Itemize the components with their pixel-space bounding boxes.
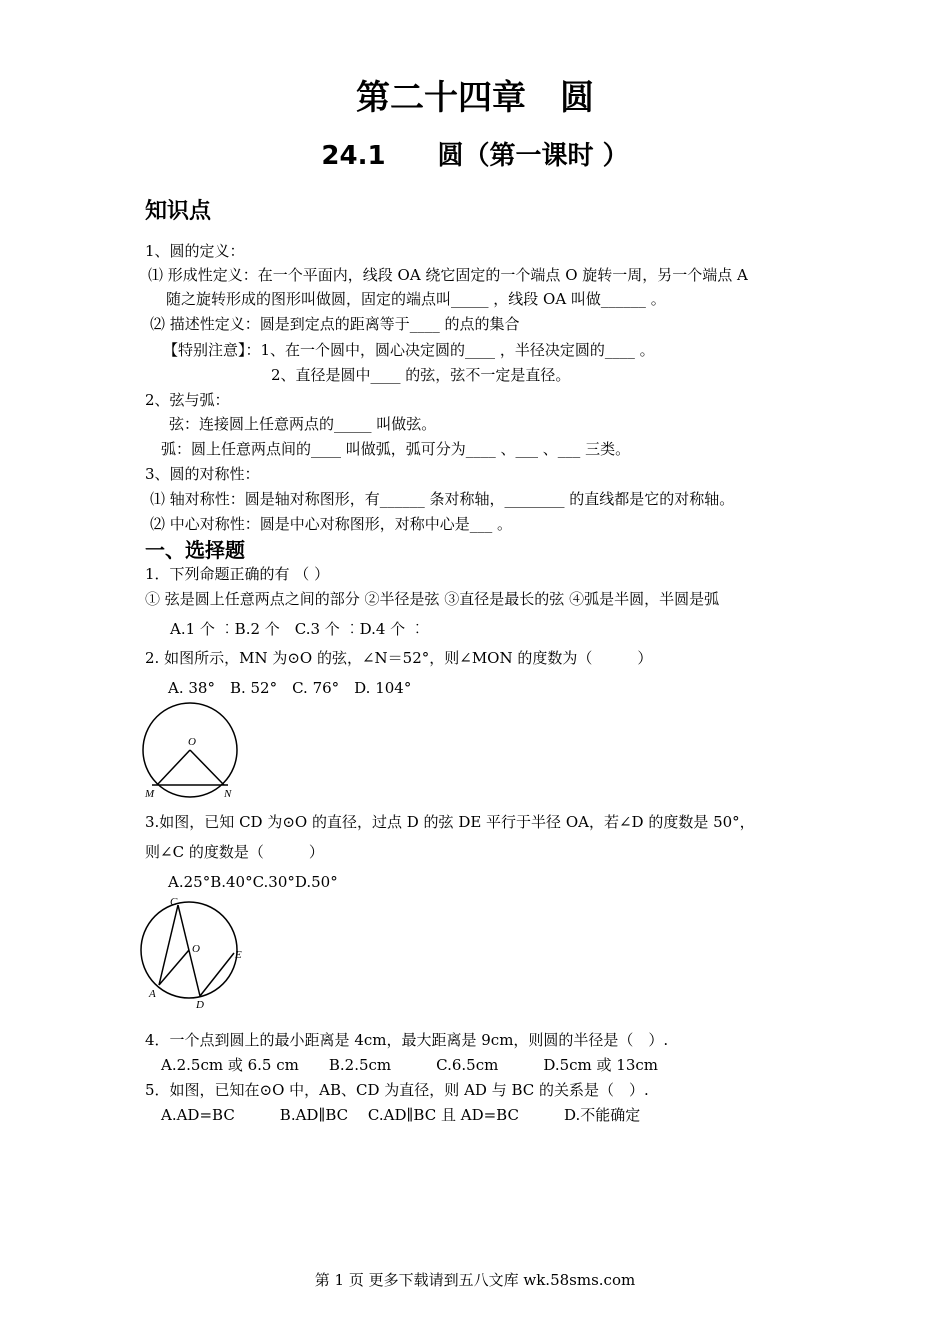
section-title: 24.1 圆（第一课时 ） — [321, 141, 629, 171]
q3-label-d: D — [196, 999, 204, 1010]
k1a-text: ⑴ 形成性定义：在一个平面内，线段 OA 绕它固定的一个端点 O 旋转一周，另一个端点 A — [148, 266, 748, 284]
chapter-title: 第二十四章 圆 — [356, 78, 594, 118]
q2-radius-on — [190, 750, 224, 785]
q4-stem: 4．一个点到圆上的最小距离是 4cm，最大距离是 9cm，则圆的半径是（ ）. — [145, 1031, 669, 1049]
k1b-text: 随之旋转形成的图形叫做圆，固定的端点叫_____ ，线段 OA 叫做______ 。 — [166, 290, 666, 308]
q5-options: A.AD=BC B.AD∥BC C.AD∥BC 且 AD=BC D.不能确定 — [161, 1106, 641, 1124]
k3b-text: ⑵ 中心对称性：圆是中心对称图形，对称中心是___ 。 — [150, 515, 513, 533]
q2-options: A. 38° B. 52° C. 76° D. 104° — [168, 679, 412, 697]
k2-text: 2、弦与弧： — [145, 391, 230, 409]
q3-label-e: E — [235, 949, 242, 961]
q2-radius-om — [157, 750, 190, 785]
q2-label-o: O — [188, 736, 196, 748]
q2-label-n: N — [224, 788, 232, 800]
k2b-text: 弧：圆上任意两点间的____ 叫做弧，弧可分为____ 、___ 、___ 三类。 — [161, 440, 631, 458]
q2-circle-figure — [138, 700, 248, 810]
q1-stem: 1．下列命题正确的有 （ ） — [145, 565, 330, 583]
q3-stem-line1: 3.如图，已知 CD 为⊙O 的直径，过点 D 的弦 DE 平行于半径 OA，若∠D 的度数是 50°， — [145, 813, 755, 831]
q3-circle-figure — [138, 895, 248, 1010]
k3a-text: ⑴ 轴对称性：圆是轴对称图形，有______ 条对称轴，________ 的直线都是它的对称轴。 — [150, 490, 735, 508]
k1e-text: 2、直径是圆中____ 的弦，弦不一定是直径。 — [271, 366, 571, 384]
mc-heading: 一、选择题 — [145, 538, 245, 562]
k1c-text: ⑵ 描述性定义：圆是到定点的距离等于____ 的点的集合 — [150, 315, 520, 333]
page-footer: 第 1 页 更多下载请到五八文库 wk.58sms.com — [314, 1271, 636, 1289]
q5-stem: 5．如图，已知在⊙O 中，AB、CD 为直径，则 AD 与 BC 的关系是（ ）. — [145, 1081, 649, 1099]
q3-label-a: A — [149, 988, 156, 1000]
q3-label-c: C — [170, 896, 178, 908]
q1-items: ① 弦是圆上任意两点之间的部分 ②半径是弦 ③直径是最长的弦 ④弧是半圆，半圆是弧 — [145, 590, 720, 608]
k2a-text: 弦：连接圆上任意两点的_____ 叫做弦。 — [169, 415, 437, 433]
q3-stem-line2: 则∠C 的度数是（ ） — [145, 843, 324, 861]
k1-text: 1、圆的定义： — [145, 242, 245, 260]
knowledge-heading: 知识点 — [145, 199, 212, 224]
k1d-text: 【特别注意】：1、在一个圆中，圆心决定圆的____ ，半径决定圆的____ 。 — [163, 341, 655, 359]
q2-label-m: M — [145, 788, 155, 800]
q4-options: A.2.5cm 或 6.5 cm B.2.5cm C.6.5cm D.5cm 或 13cm — [161, 1056, 659, 1074]
q1-options: A.1 个 ︰B.2 个 C.3 个 ︰D.4 个 ︰ — [170, 620, 425, 638]
q3-label-o: O — [192, 943, 200, 955]
q2-stem: 2. 如图所示，MN 为⊙O 的弦，∠N＝52°，则∠MON 的度数为（ ） — [145, 649, 653, 667]
k3-text: 3、圆的对称性： — [145, 465, 260, 483]
q3-options: A.25°B.40°C.30°D.50° — [168, 873, 338, 891]
